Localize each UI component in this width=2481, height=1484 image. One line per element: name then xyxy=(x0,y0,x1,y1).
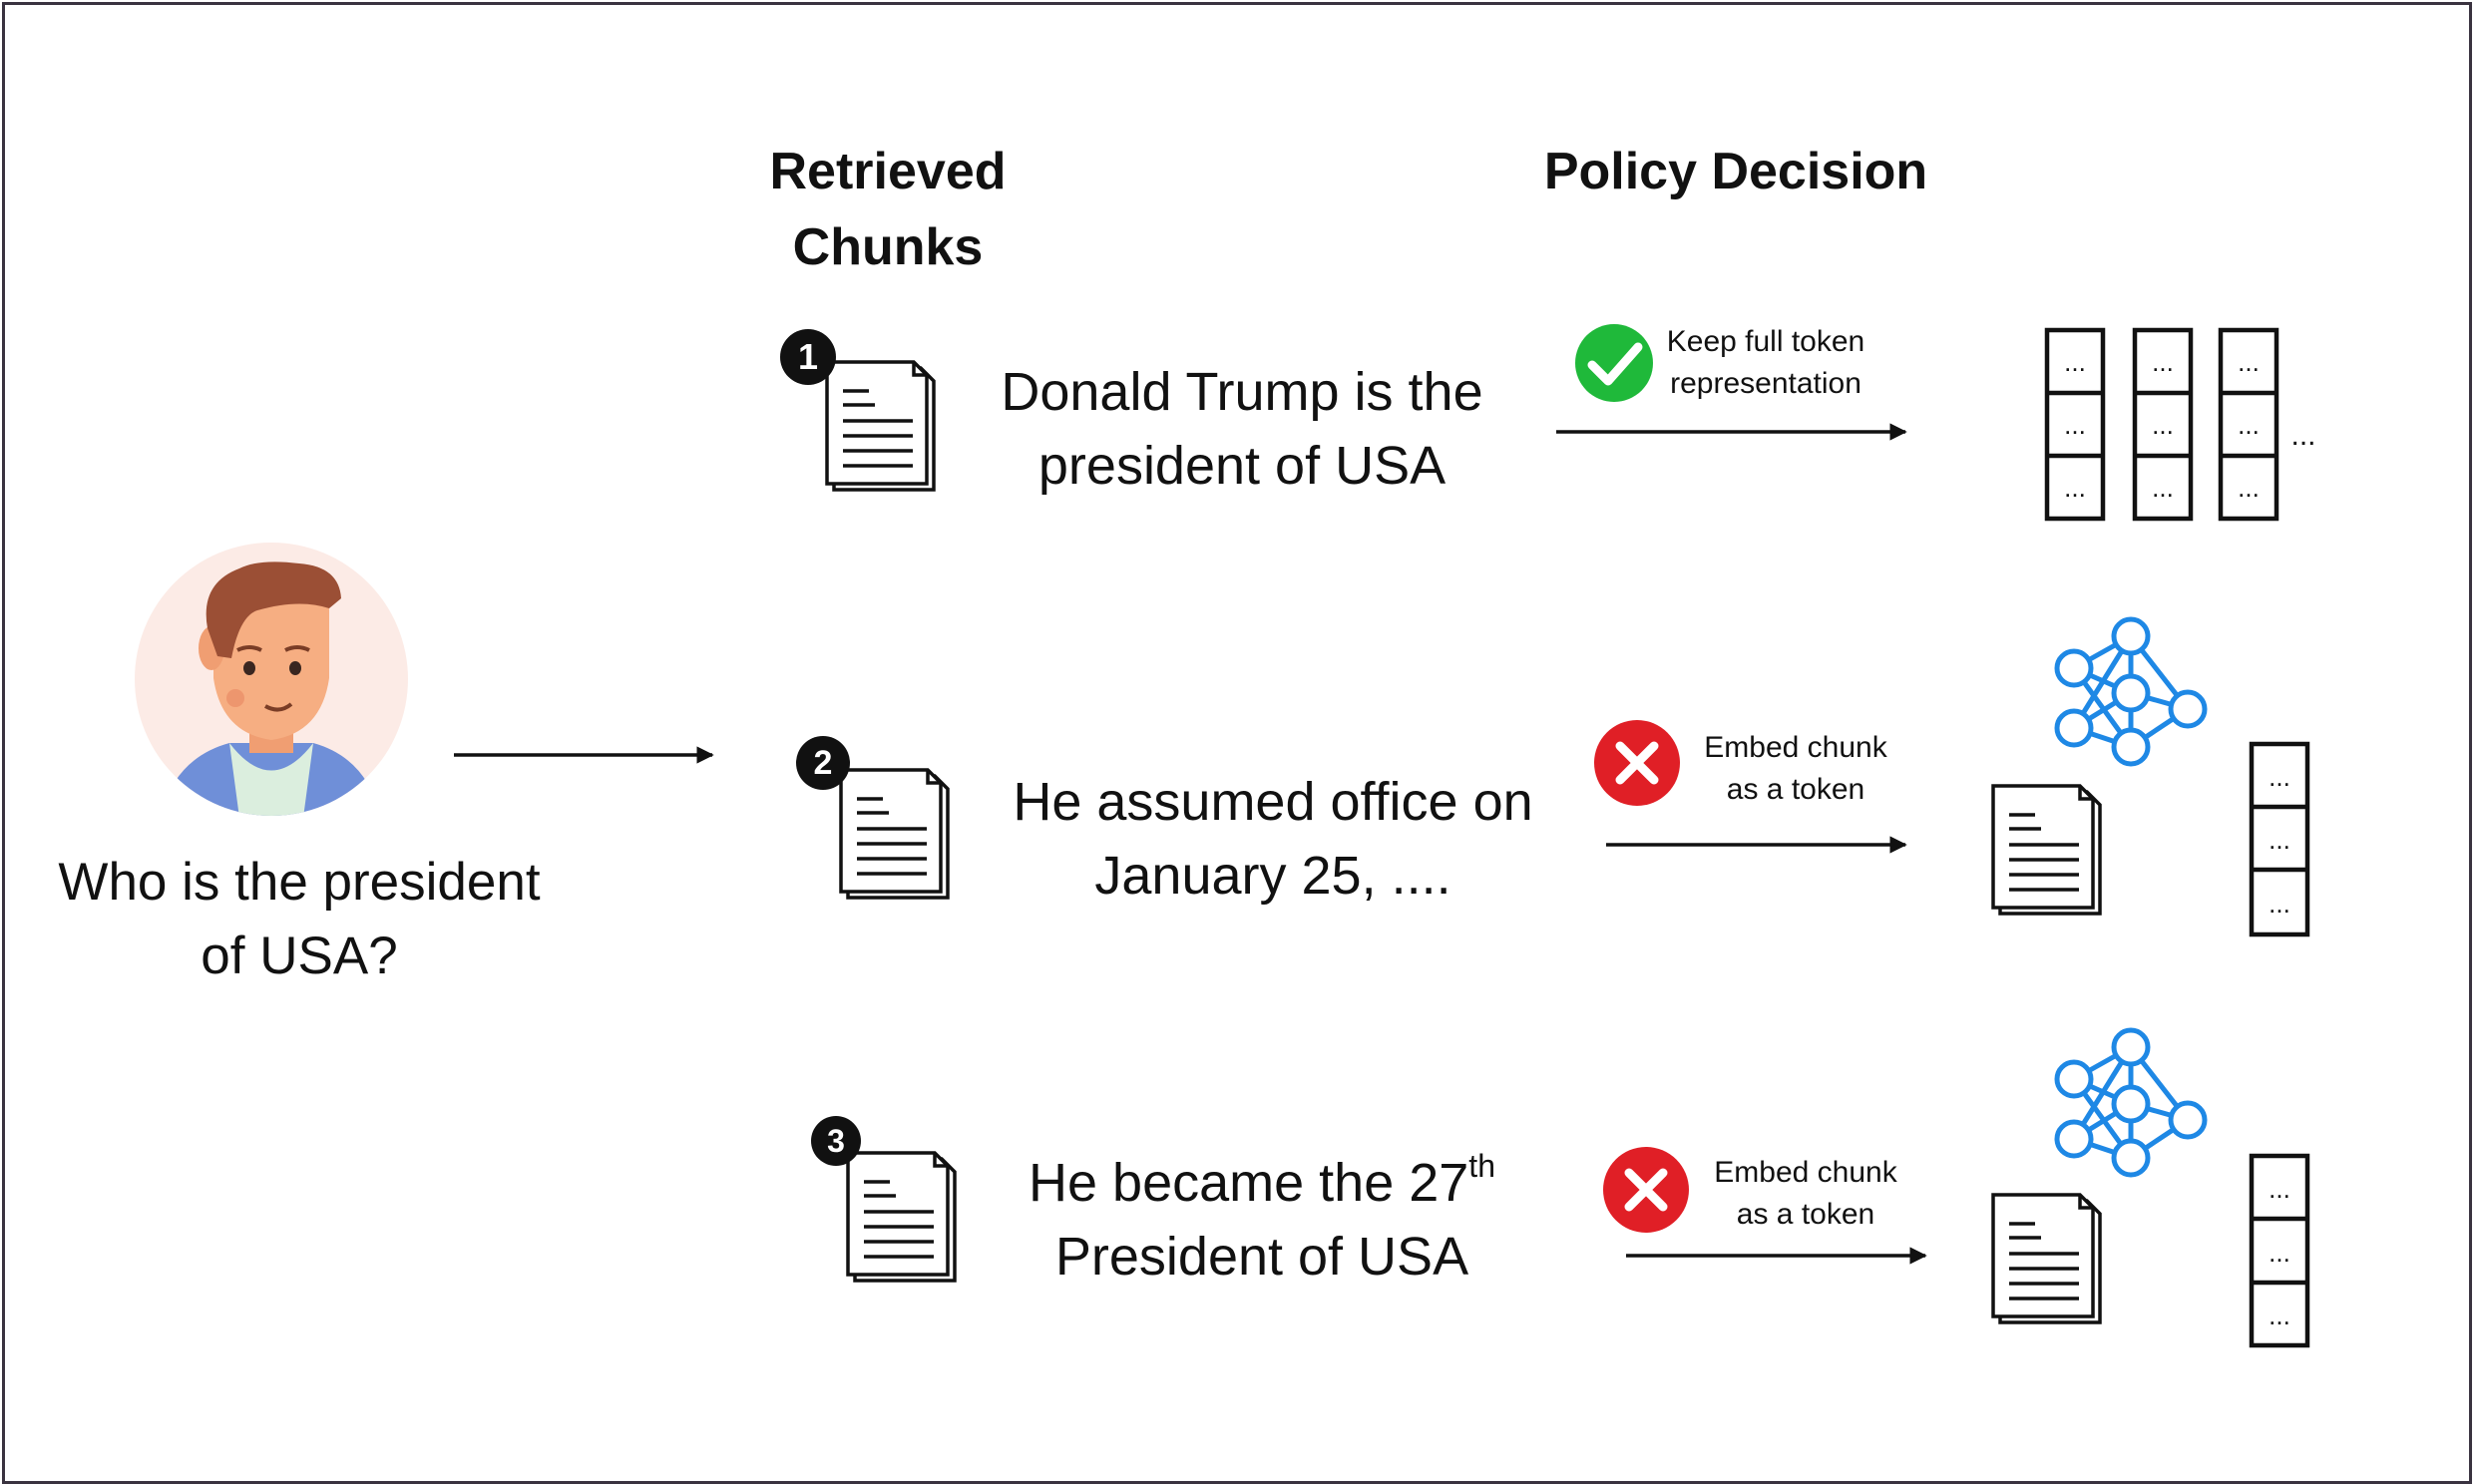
policy-decision-heading: Policy Decision xyxy=(1543,143,1928,200)
neural-network-icon-3 xyxy=(2057,1030,2205,1175)
token-cell: ... xyxy=(2238,410,2260,440)
chunk-text-2-line1: He assumed office on xyxy=(1013,772,1533,832)
document-icon-3 xyxy=(848,1153,955,1281)
chunk-text-1 xyxy=(943,355,1541,503)
chunk-number-1: 1 xyxy=(797,336,819,377)
decision-label-2-line2: as a token xyxy=(1726,773,1865,806)
decision-label-1-line2: representation xyxy=(1670,367,1861,400)
token-cell: ... xyxy=(2269,762,2290,792)
document-icon-1 xyxy=(827,362,934,490)
token-cell: ... xyxy=(2064,410,2086,440)
person-avatar-icon xyxy=(135,543,408,818)
decision-label-3-line2: as a token xyxy=(1736,1198,1875,1231)
user-question xyxy=(0,846,599,993)
token-cell: ... xyxy=(2152,410,2174,440)
chunk-text-1-line1: Donald Trump is the xyxy=(1001,362,1483,422)
chunk-number-3: 3 xyxy=(827,1123,845,1159)
token-cell: ... xyxy=(2152,347,2174,377)
document-icon-2b xyxy=(1993,786,2100,914)
chunk-number-2: 2 xyxy=(813,744,833,782)
token-cell: ... xyxy=(2269,1300,2290,1330)
token-cell: ... xyxy=(2238,347,2260,377)
chunk-text-3-line1-main: He became the 27 xyxy=(1029,1153,1469,1213)
document-icon-3b xyxy=(1993,1195,2100,1322)
token-cell: ... xyxy=(2064,473,2086,503)
token-cell: ... xyxy=(2269,889,2290,919)
retrieved-heading-line2: Chunks xyxy=(792,218,984,276)
decision-label-3 xyxy=(1676,1152,1935,1236)
chunk-text-3 xyxy=(963,1146,1561,1294)
chunk-text-3-line1 xyxy=(963,1146,1561,1220)
chunk-text-2-line2: January 25, .... xyxy=(1094,846,1451,906)
token-cell: ... xyxy=(2269,1174,2290,1204)
document-icon-2 xyxy=(841,770,948,898)
retrieved-heading-line1: Retrieved xyxy=(769,143,1007,200)
chunk-text-2 xyxy=(974,765,1572,913)
user-question-line1: Who is the president xyxy=(58,853,541,912)
chunk-text-3-line2: President of USA xyxy=(1054,1227,1469,1287)
decision-label-2 xyxy=(1666,727,1925,811)
neural-network-icon-2 xyxy=(2057,619,2205,764)
decision-label-2-line1: Embed chunk xyxy=(1704,731,1887,764)
decision-label-3-line1: Embed chunk xyxy=(1714,1156,1897,1189)
token-cell: ... xyxy=(2269,825,2290,855)
user-question-line2: of USA? xyxy=(201,927,398,985)
chunk-text-1-line2: president of USA xyxy=(1037,436,1447,496)
token-cell: ... xyxy=(2238,473,2260,503)
chunk-text-3-superscript: th xyxy=(1468,1148,1495,1184)
decision-label-1-line1: Keep full token xyxy=(1666,325,1865,358)
retrieved-chunks-heading xyxy=(738,134,1037,285)
decision-label-1 xyxy=(1616,321,1915,405)
token-cell: ... xyxy=(2064,347,2086,377)
token-cell: ... xyxy=(2269,1238,2290,1268)
token-grid-continuation: ... xyxy=(2290,419,2316,452)
token-cell: ... xyxy=(2152,473,2174,503)
